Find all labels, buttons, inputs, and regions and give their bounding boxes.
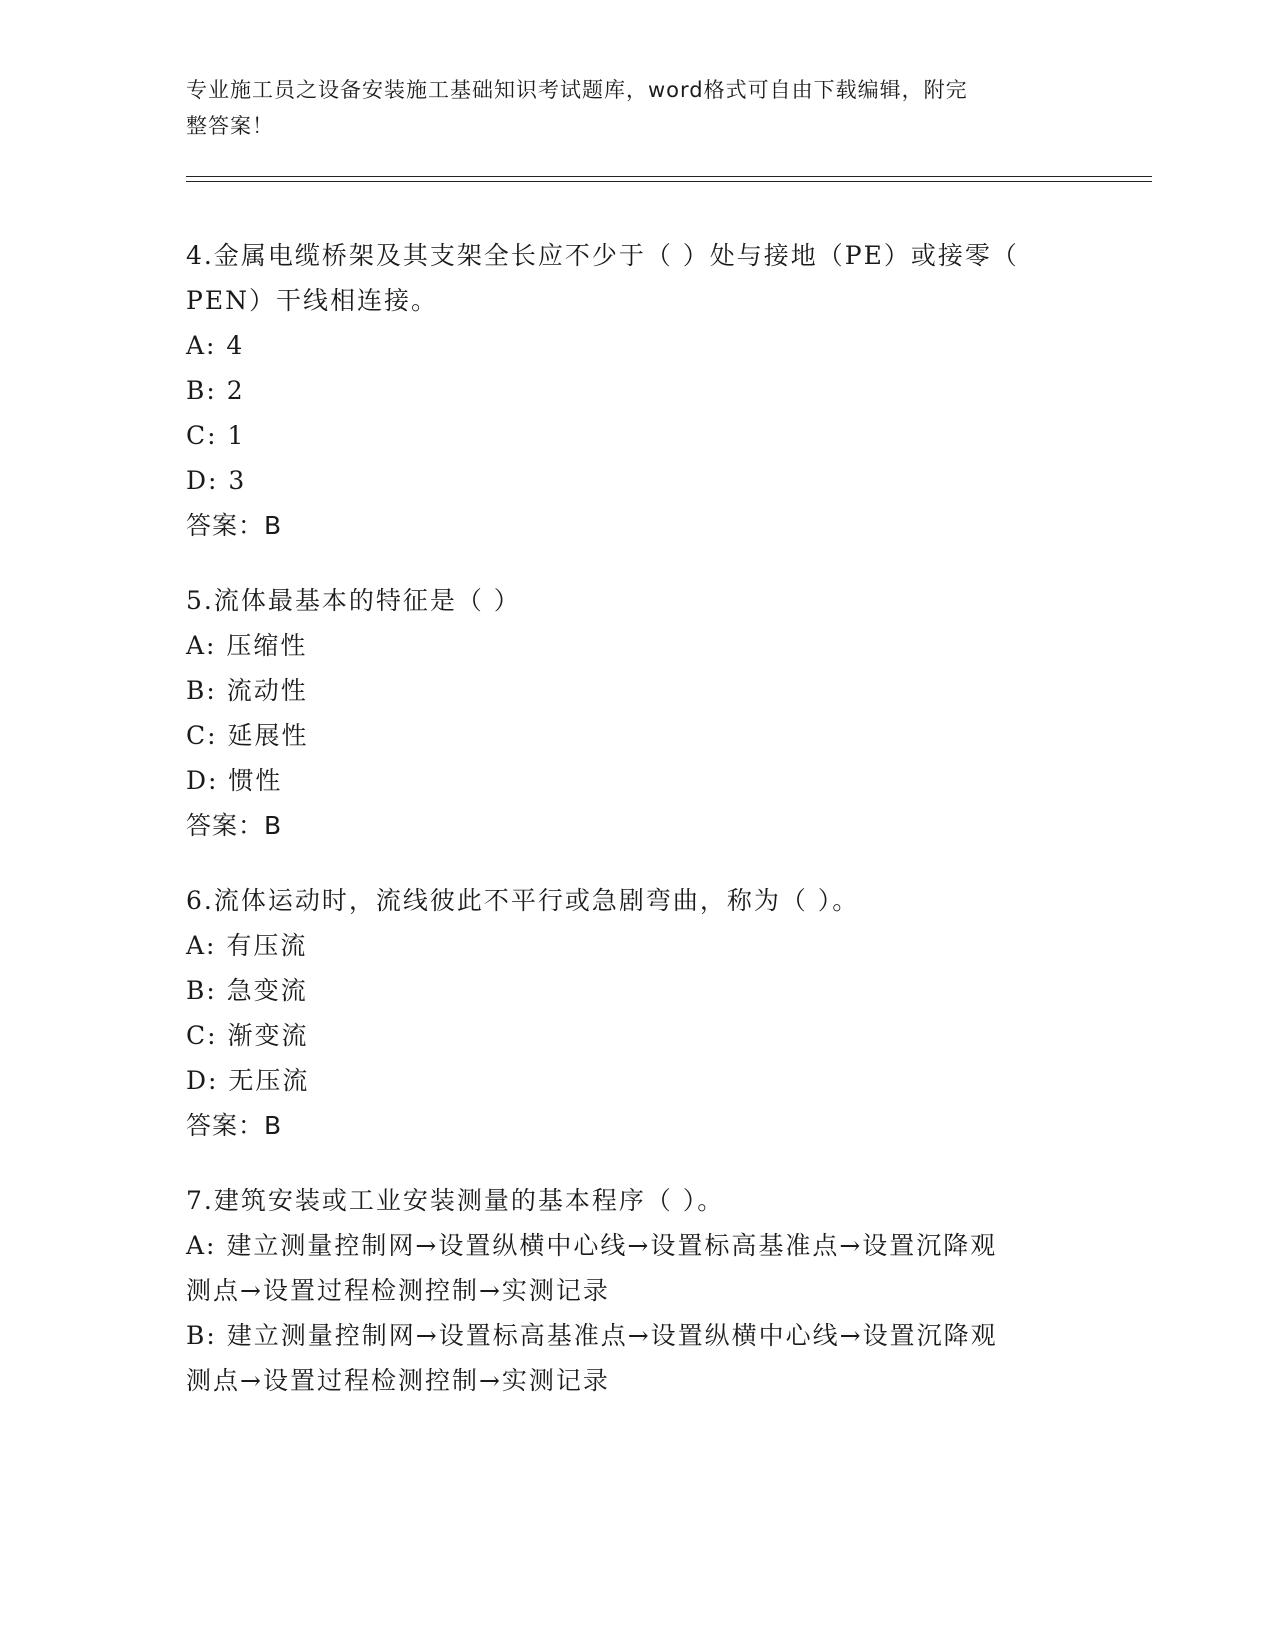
question-7 [186, 1178, 1066, 1403]
question-stem-continued: PEN）干线相连接。 [186, 286, 438, 315]
option-b: B: 急变流 [186, 976, 308, 1005]
question-6 [186, 878, 1066, 1148]
question-stem: 5.流体最基本的特征是（ ） [186, 586, 521, 615]
question-stem: 7.建筑安装或工业安装测量的基本程序（ ）。 [186, 1186, 725, 1215]
answer: 答案：B [186, 511, 283, 540]
option-b: B: 建立测量控制网→设置标高基准点→设置纵横中心线→设置沉降观 [186, 1321, 998, 1350]
option-a: A: 建立测量控制网→设置纵横中心线→设置标高基准点→设置沉降观 [186, 1231, 998, 1260]
answer: 答案：B [186, 1111, 283, 1140]
option-d: D: 无压流 [186, 1066, 310, 1095]
header-line-1: 专业施工员之设备安装施工基础知识考试题库，word格式可自由下载编辑，附完 [186, 78, 968, 102]
option-d: D: 3 [186, 466, 247, 495]
question-stem: 6.流体运动时，流线彼此不平行或急剧弯曲，称为（ ）。 [186, 886, 860, 915]
option-b: B: 流动性 [186, 676, 308, 705]
option-a: A: 有压流 [186, 931, 308, 960]
header-rule-bottom [186, 181, 1152, 182]
question-list [186, 233, 1066, 1433]
answer: 答案：B [186, 811, 283, 840]
question-5 [186, 578, 1066, 848]
document-header [186, 72, 1066, 144]
header-rule-top [186, 176, 1152, 177]
option-b-continued: 测点→设置过程检测控制→实测记录 [186, 1366, 610, 1395]
option-d: D: 惯性 [186, 766, 283, 795]
option-c: C: 1 [186, 421, 246, 450]
option-a-continued: 测点→设置过程检测控制→实测记录 [186, 1276, 610, 1305]
option-c: C: 渐变流 [186, 1021, 309, 1050]
question-stem: 4.金属电缆桥架及其支架全长应不少于（ ）处与接地（PE）或接零（ [186, 241, 1019, 270]
option-c: C: 延展性 [186, 721, 309, 750]
option-a: A: 压缩性 [186, 631, 308, 660]
header-line-2: 整答案！ [186, 114, 274, 138]
option-a: A: 4 [186, 331, 245, 360]
option-b: B: 2 [186, 376, 245, 405]
question-4 [186, 233, 1066, 548]
